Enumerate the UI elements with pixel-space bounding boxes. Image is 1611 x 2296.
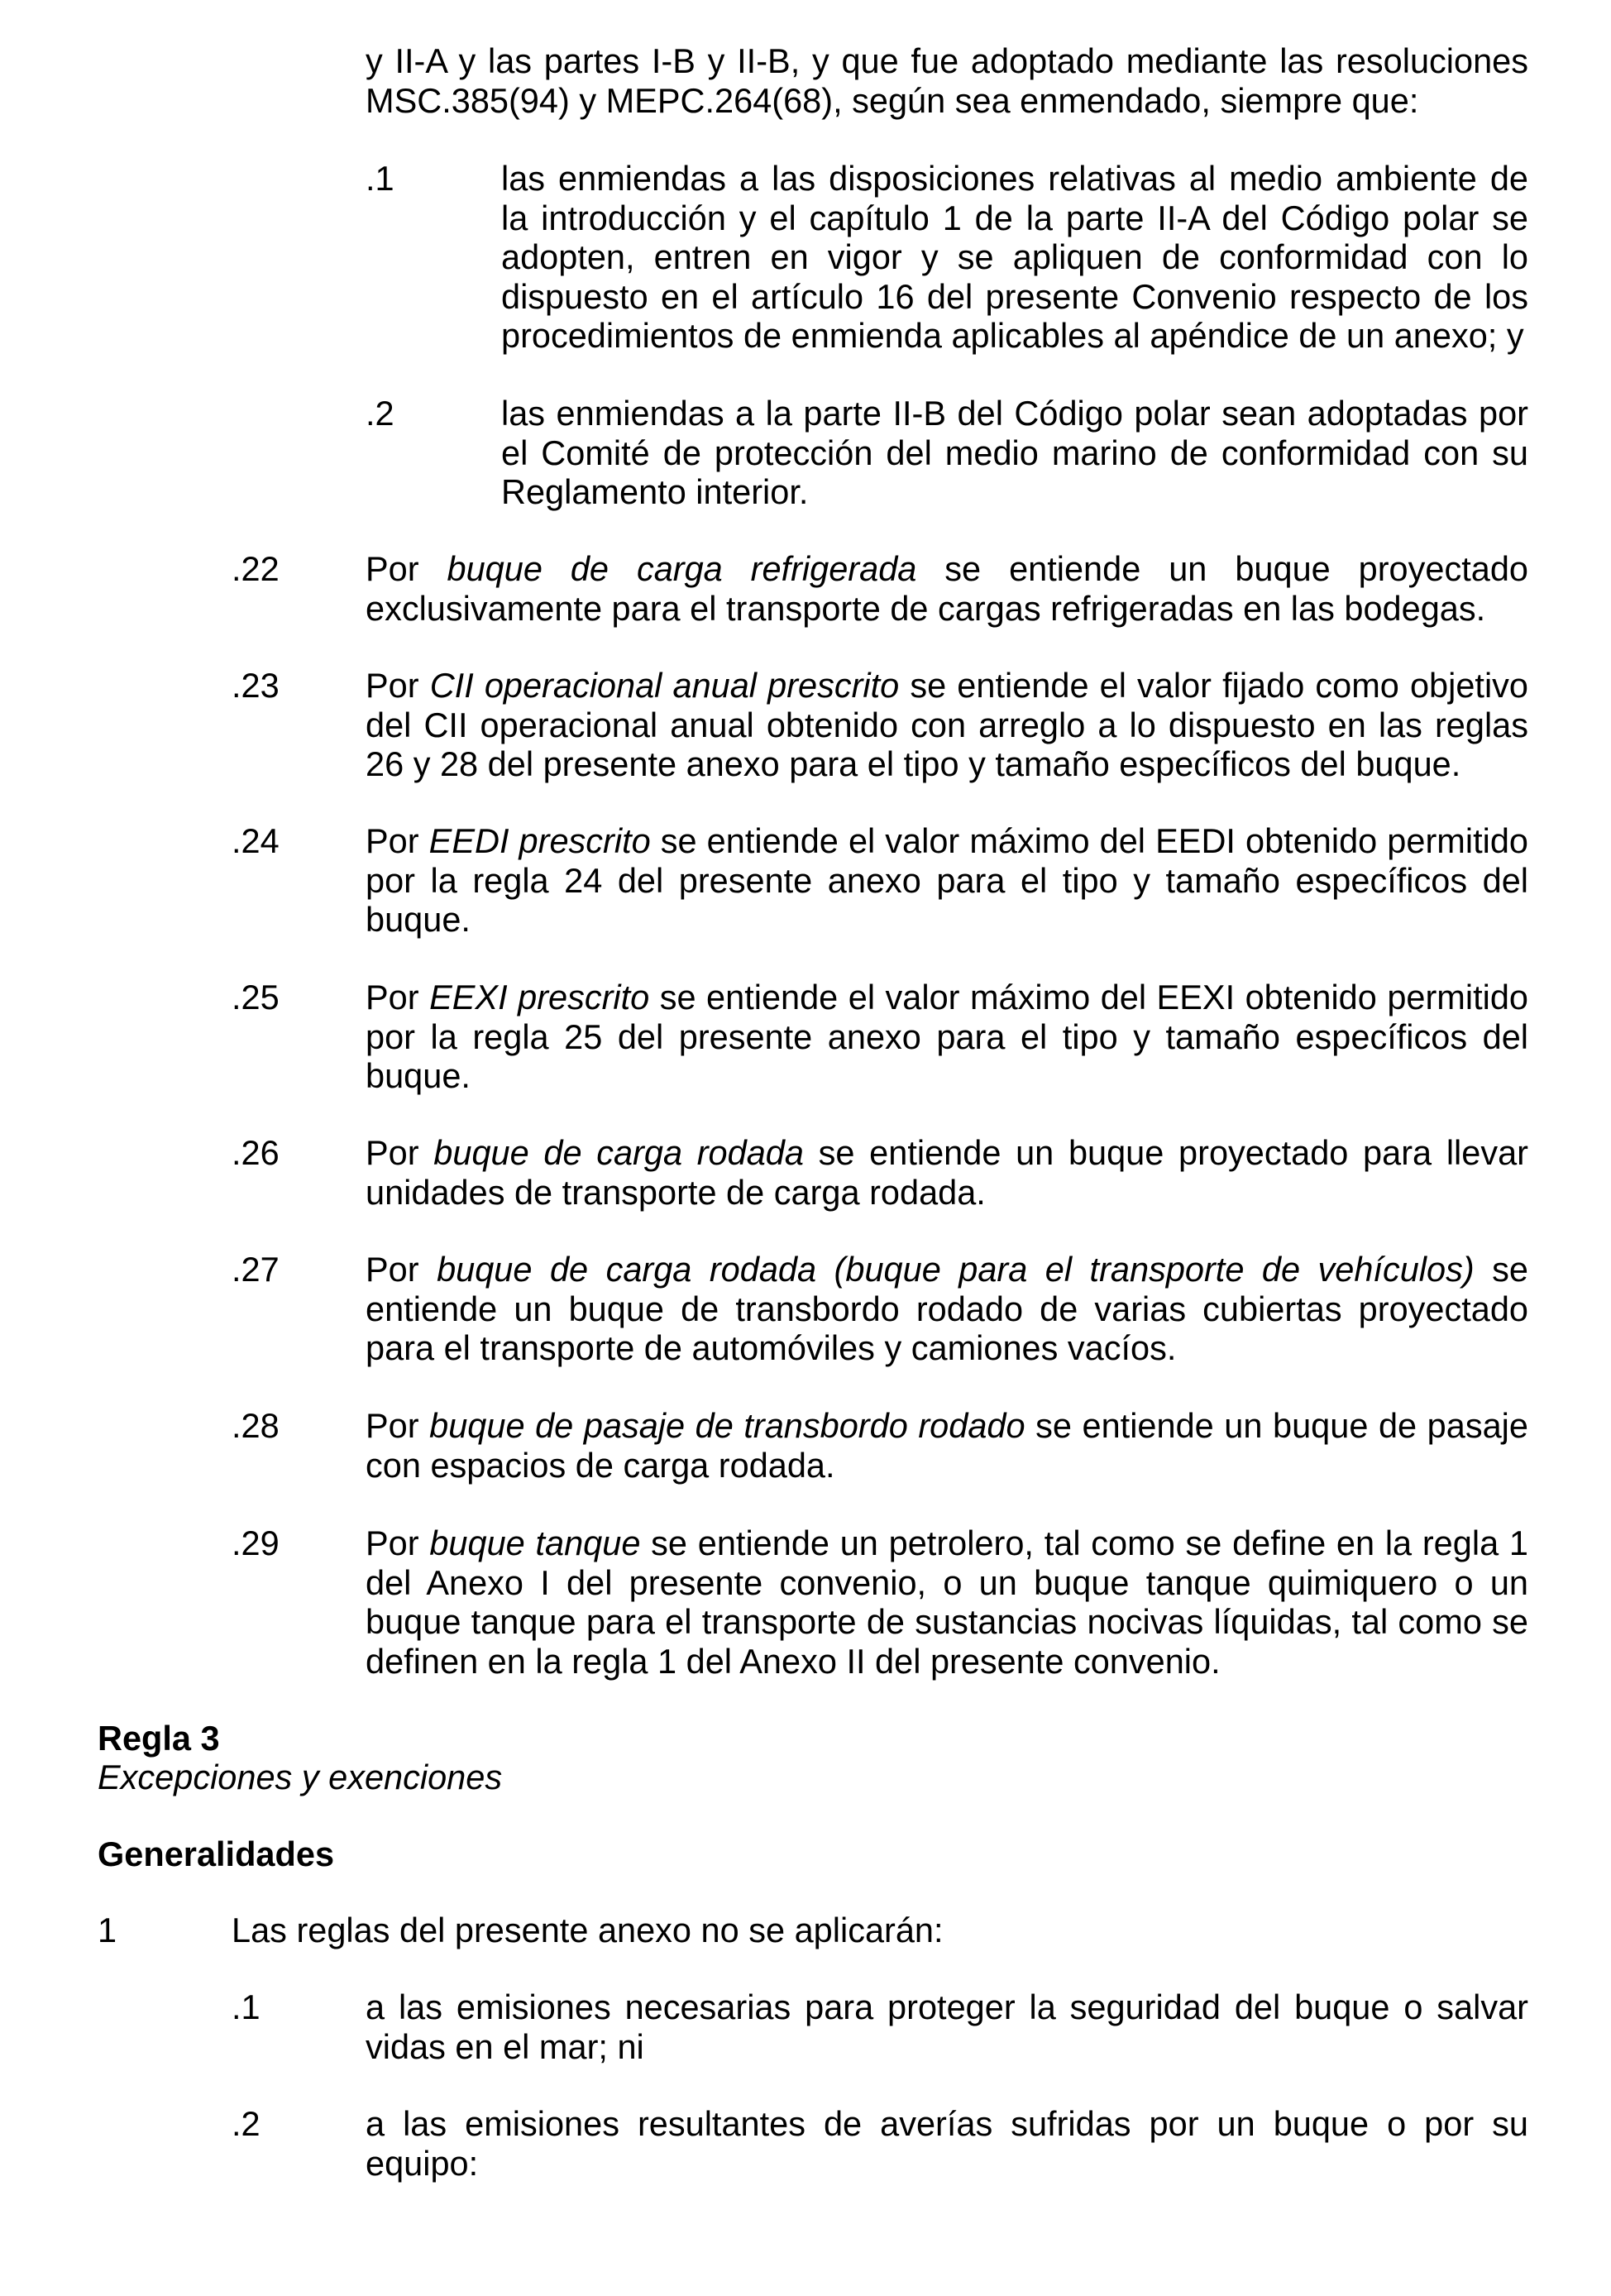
definition-number: .26 xyxy=(232,1133,280,1172)
paragraph-number: 1 xyxy=(98,1911,117,1949)
rule-subtitle: Excepciones y exenciones xyxy=(98,1758,503,1796)
definition-term: buque de pasaje de transbordo rodado xyxy=(429,1406,1025,1445)
definition-prefix: Por xyxy=(366,666,430,705)
definition-text xyxy=(366,549,1528,628)
definition-body: se entiende un petrolero, tal como se define en la regla 1 del Anexo I del presente convenio, o un buque tanque quimiquero o un buque tanque para el transporte de sustancias nocivas líquidas, tal como se definen en la regla 1 del Anexo II del presente convenio. xyxy=(366,1523,1528,1681)
definition-prefix: Por xyxy=(366,978,430,1016)
sub-item-number: .2 xyxy=(366,394,394,433)
definition-body: se entiende el valor máximo del EEDI obtenido permitido por la regla 24 del presente anexo para el tipo y tamaño específicos del buque. xyxy=(366,821,1528,939)
definition-text xyxy=(366,821,1528,940)
definition-term: buque de carga refrigerada xyxy=(447,549,917,588)
definition-body: se entiende el valor fijado como objetivo del CII operacional anual obtenido con arreglo a lo dispuesto en las reglas 26 y 28 del presente anexo para el tipo y tamaño específicos del buque. xyxy=(366,666,1528,783)
definition-text xyxy=(366,666,1528,784)
definition-text xyxy=(366,1523,1528,1681)
paragraph-item-text: a las emisiones necesarias para proteger la seguridad del buque o salvar vidas en el mar; ni xyxy=(366,1987,1528,2066)
definition-body: se entiende un buque proyectado exclusivamente para el transporte de cargas refrigeradas en las bodegas. xyxy=(366,549,1528,628)
definition-body: se entiende un buque de transbordo rodado de varias cubiertas proyectado para el transporte de automóviles y camiones vacíos. xyxy=(366,1250,1528,1367)
definition-term: EEXI prescrito xyxy=(429,978,650,1016)
definition-text xyxy=(366,1406,1528,1485)
definition-body: se entiende un buque de pasaje con espacios de carga rodada. xyxy=(366,1406,1528,1485)
definition-number: .25 xyxy=(232,978,280,1016)
definition-prefix: Por xyxy=(366,1250,437,1289)
definition-term: buque tanque xyxy=(429,1523,641,1562)
paragraph-text: Las reglas del presente anexo no se aplicarán: xyxy=(232,1911,944,1949)
definition-prefix: Por xyxy=(366,549,447,588)
definition-body: se entiende el valor máximo del EEXI obtenido permitido por la regla 25 del presente anexo para el tipo y tamaño específicos del buque. xyxy=(366,978,1528,1095)
definition-number: .29 xyxy=(232,1523,280,1562)
sub-item-text: las enmiendas a las disposiciones relativas al medio ambiente de la introducción y el capítulo 1 de la parte II-A del Código polar se adopten, entren en vigor y se apliquen de conformidad con lo dispuesto en el artículo 16 del presente Convenio respecto de los procedimientos de enmienda aplicables al apéndice de un anexo; y xyxy=(501,159,1528,355)
definition-body: se entiende un buque proyectado para llevar unidades de transporte de carga rodada. xyxy=(366,1133,1528,1212)
paragraph-item-number: .2 xyxy=(232,2104,261,2143)
definition-number: .28 xyxy=(232,1406,280,1445)
sub-item-text: las enmiendas a la parte II-B del Código polar sean adoptadas por el Comité de protección del medio marino de conformidad con su Reglamento interior. xyxy=(501,394,1528,511)
definition-text xyxy=(366,978,1528,1096)
sub-item-number: .1 xyxy=(366,159,394,198)
definition-text xyxy=(366,1250,1528,1368)
definition-term: CII operacional anual prescrito xyxy=(429,666,900,705)
definition-number: .22 xyxy=(232,549,280,588)
definition-text xyxy=(366,1133,1528,1212)
intro-paragraph: y II-A y las partes I-B y II-B, y que fue adoptado mediante las resoluciones MSC.385(94) y MEPC.264(68), según sea enmendado, siempre que: xyxy=(366,41,1528,120)
definition-prefix: Por xyxy=(366,1133,434,1172)
definition-number: .27 xyxy=(232,1250,280,1289)
definition-number: .23 xyxy=(232,666,280,705)
definition-term: buque de carga rodada xyxy=(433,1133,804,1172)
definition-term: buque de carga rodada (buque para el transporte de vehículos) xyxy=(437,1250,1475,1289)
definition-number: .24 xyxy=(232,821,280,860)
definition-prefix: Por xyxy=(366,1406,430,1445)
rule-title: Regla 3 xyxy=(98,1719,220,1758)
definition-term: EEDI prescrito xyxy=(428,821,651,860)
paragraph-item-number: .1 xyxy=(232,1987,261,2026)
section-heading: Generalidades xyxy=(98,1834,335,1873)
definition-prefix: Por xyxy=(366,1523,430,1562)
paragraph-item-text: a las emisiones resultantes de averías sufridas por un buque o por su equipo: xyxy=(366,2104,1528,2183)
definition-prefix: Por xyxy=(366,821,429,860)
